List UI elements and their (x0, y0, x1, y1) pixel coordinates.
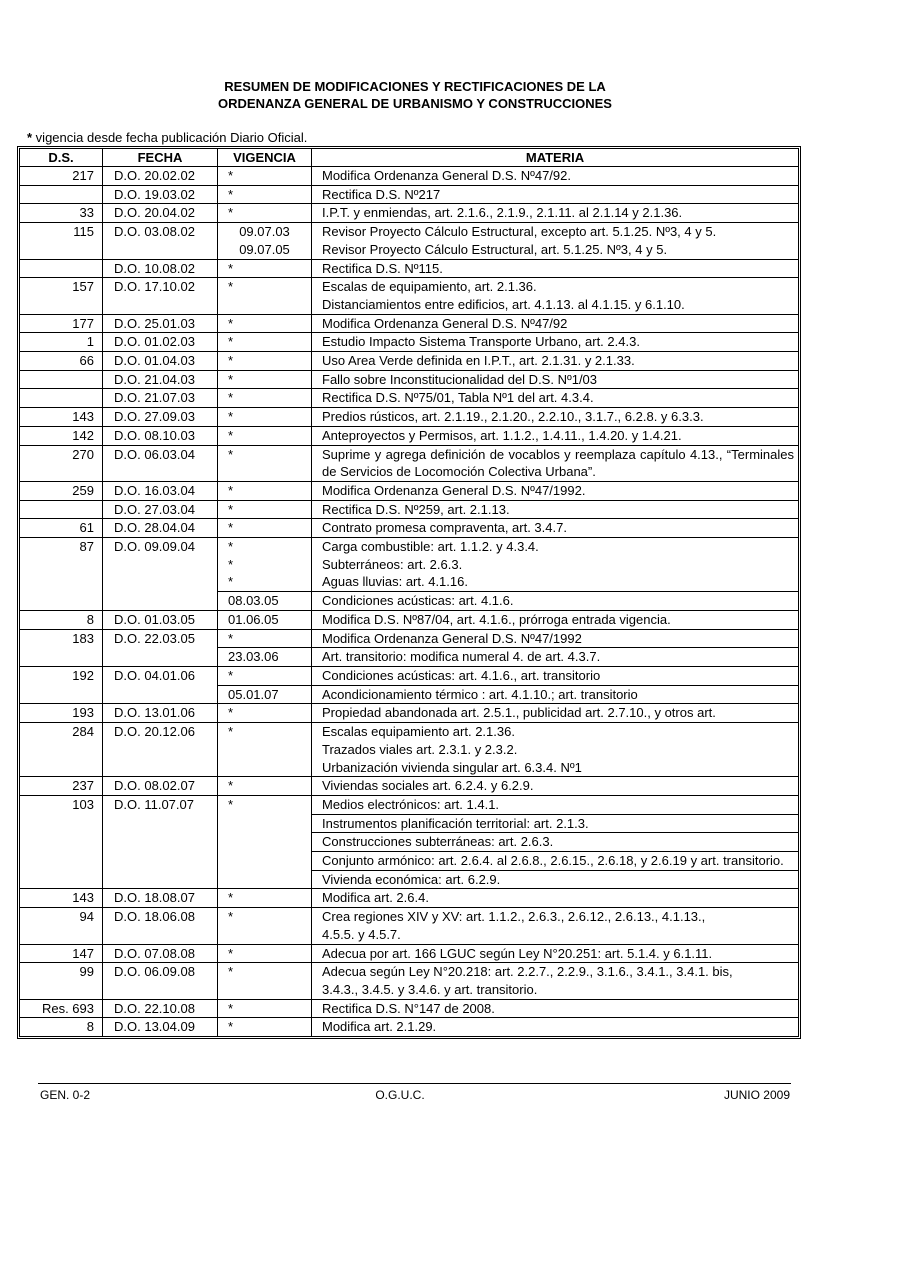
table-row (20, 610, 799, 629)
ds-cell: 115 (20, 223, 103, 259)
table-row (20, 445, 799, 481)
vigencia-cell: * (218, 500, 312, 519)
materia-cell: Instrumentos planificación territorial: art. 2.1.3. (312, 814, 799, 833)
materia-cell: Modifica Ordenanza General D.S. Nº47/1992 (312, 629, 799, 648)
materia-cell: Art. transitorio: modifica numeral 4. de art. 4.3.7. (312, 648, 799, 667)
table-row (20, 538, 799, 592)
table-row (20, 519, 799, 538)
vigencia-cell: * (218, 519, 312, 538)
vigencia-cell: 05.01.07 (218, 685, 312, 704)
ds-cell: 217 (20, 167, 103, 186)
materia-cell: Modifica Ordenanza General D.S. Nº47/92 (312, 314, 799, 333)
fecha-cell (103, 833, 218, 852)
materia-cell: Rectifica D.S. Nº75/01, Tabla Nº1 del art. 4.3.4. (312, 389, 799, 408)
materia-cell: 3.4.3., 3.4.5. y 3.4.6. y art. transitorio. (312, 981, 799, 999)
materia-cell: Modifica Ordenanza General D.S. Nº47/1992. (312, 481, 799, 500)
fecha-cell: D.O. 20.02.02 (103, 167, 218, 186)
ds-cell: 270 (20, 445, 103, 481)
ds-cell (20, 814, 103, 833)
fecha-cell: D.O. 18.06.08 (103, 908, 218, 944)
ds-cell (20, 185, 103, 204)
ds-cell (20, 500, 103, 519)
materia-cell: Predios rústicos, art. 2.1.19., 2.1.20., 2.2.10., 3.1.7., 6.2.8. y 6.3.3. (312, 408, 799, 427)
fecha-cell: D.O. 20.04.02 (103, 204, 218, 223)
fecha-cell: D.O. 21.04.03 (103, 370, 218, 389)
table-row (20, 223, 799, 259)
ds-cell: 103 (20, 795, 103, 814)
ds-cell (20, 852, 103, 871)
ds-cell (20, 648, 103, 667)
fecha-cell: D.O. 11.07.07 (103, 795, 218, 814)
vigencia-cell: * (218, 704, 312, 723)
materia-cell: Fallo sobre Inconstitucionalidad del D.S. Nº1/03 (312, 370, 799, 389)
materia-cell: Rectifica D.S. Nº115. (312, 259, 799, 278)
vigencia-cell (218, 852, 312, 871)
vigencia-cell: 09.07.03 09.07.05 (218, 223, 312, 259)
table-row (20, 167, 799, 186)
fecha-cell: D.O. 22.03.05 (103, 629, 218, 648)
vigencia-cell: * (218, 481, 312, 500)
ds-cell (20, 259, 103, 278)
header-vigencia: VIGENCIA (218, 149, 312, 167)
vigencia-cell: * (218, 352, 312, 371)
fecha-cell: D.O. 19.03.02 (103, 185, 218, 204)
materia-cell: Condiciones acústicas: art. 4.1.6. (312, 592, 799, 611)
fecha-cell: D.O. 22.10.08 (103, 999, 218, 1018)
footer-document-name: O.G.U.C. (375, 1088, 425, 1102)
vigencia-cell: * (218, 889, 312, 908)
materia-cell: Estudio Impacto Sistema Transporte Urbano, art. 2.4.3. (312, 333, 799, 352)
ds-cell: 157 (20, 278, 103, 314)
ds-cell: 237 (20, 777, 103, 796)
materia-cell: Suprime y agrega definición de vocablos y reemplaza capítulo 4.13., “Terminales de Servicios de Locomoción Colectiva Urbana”. (312, 445, 799, 481)
fecha-cell (103, 981, 218, 999)
materia-cell: Uso Area Verde definida en I.P.T., art. 2.1.31. y 2.1.33. (312, 352, 799, 371)
materia-cell: Condiciones acústicas: art. 4.1.6., art. transitorio (312, 666, 799, 685)
footer-section-code: GEN. 0-2 (40, 1088, 91, 1102)
ds-cell: 143 (20, 408, 103, 427)
note-star: * (27, 130, 33, 145)
vigencia-cell: * (218, 167, 312, 186)
vigencia-note (27, 130, 307, 146)
table-row (20, 963, 799, 981)
footer-date: JUNIO 2009 (723, 1088, 790, 1102)
fecha-cell: D.O. 27.09.03 (103, 408, 218, 427)
ds-cell: 177 (20, 314, 103, 333)
materia-cell: Medios electrónicos: art. 1.4.1. (312, 795, 799, 814)
ds-cell (20, 370, 103, 389)
header-materia: MATERIA (312, 149, 799, 167)
table-row (20, 259, 799, 278)
fecha-cell: D.O. 08.02.07 (103, 777, 218, 796)
vigencia-cell: * (218, 908, 312, 944)
fecha-cell: D.O. 04.01.06 (103, 666, 218, 685)
ds-cell: 61 (20, 519, 103, 538)
fecha-cell: D.O. 06.03.04 (103, 445, 218, 481)
modifications-table-frame (17, 146, 801, 1039)
materia-cell: Acondicionamiento térmico : art. 4.1.10.; art. transitorio (312, 685, 799, 704)
table-row (20, 685, 799, 704)
header-fecha: FECHA (103, 149, 218, 167)
document-title-line-1: RESUMEN DE MODIFICACIONES Y RECTIFICACIONES DE LA (224, 79, 606, 94)
ds-cell: 1 (20, 333, 103, 352)
table-row (20, 592, 799, 611)
vigencia-cell: * (218, 944, 312, 963)
table-row (20, 999, 799, 1018)
materia-cell: I.P.T. y enmiendas, art. 2.1.6., 2.1.9., 2.1.11. al 2.1.14 y 2.1.36. (312, 204, 799, 223)
materia-cell: Modifica D.S. Nº87/04, art. 4.1.6., prórroga entrada vigencia. (312, 610, 799, 629)
fecha-cell (103, 592, 218, 611)
ds-cell: 183 (20, 629, 103, 648)
vigencia-cell: * (218, 963, 312, 981)
materia-cell: Modifica art. 2.1.29. (312, 1018, 799, 1037)
fecha-cell: D.O. 07.08.08 (103, 944, 218, 963)
vigencia-cell: * (218, 408, 312, 427)
table-row (20, 908, 799, 944)
vigencia-cell: * (218, 333, 312, 352)
ds-cell: 259 (20, 481, 103, 500)
materia-cell: Escalas de equipamiento, art. 2.1.36. Distanciamientos entre edificios, art. 4.1.13. al 4.1.15. y 6.1.10. (312, 278, 799, 314)
table-row (20, 333, 799, 352)
ds-cell: 94 (20, 908, 103, 944)
vigencia-cell: * * * (218, 538, 312, 592)
table-row (20, 481, 799, 500)
fecha-cell (103, 685, 218, 704)
fecha-cell (103, 814, 218, 833)
materia-cell: Conjunto armónico: art. 2.6.4. al 2.6.8., 2.6.15., 2.6.18, y 2.6.19 y art. transitorio. (312, 852, 799, 871)
table-header-row (20, 149, 799, 167)
fecha-cell: D.O. 27.03.04 (103, 500, 218, 519)
vigencia-cell (218, 814, 312, 833)
table-row (20, 278, 799, 314)
ds-cell: Res. 693 (20, 999, 103, 1018)
table-row (20, 870, 799, 889)
ds-cell (20, 389, 103, 408)
vigencia-cell: * (218, 314, 312, 333)
materia-cell: Escalas equipamiento art. 2.1.36. Trazados viales art. 2.3.1. y 2.3.2. Urbanización vivienda singular art. 6.3.4. Nº1 (312, 723, 799, 777)
ds-cell: 8 (20, 610, 103, 629)
materia-cell: Construcciones subterráneas: art. 2.6.3. (312, 833, 799, 852)
modifications-table (19, 148, 799, 1037)
ds-cell: 147 (20, 944, 103, 963)
table-row (20, 629, 799, 648)
ds-cell: 33 (20, 204, 103, 223)
ds-cell (20, 833, 103, 852)
materia-cell: Anteproyectos y Permisos, art. 1.1.2., 1.4.11., 1.4.20. y 1.4.21. (312, 426, 799, 445)
fecha-cell: D.O. 01.02.03 (103, 333, 218, 352)
fecha-cell: D.O. 18.08.07 (103, 889, 218, 908)
ds-cell: 192 (20, 666, 103, 685)
vigencia-cell: * (218, 1018, 312, 1037)
fecha-cell: D.O. 10.08.02 (103, 259, 218, 278)
vigencia-cell: * (218, 204, 312, 223)
vigencia-cell: 01.06.05 (218, 610, 312, 629)
vigencia-cell (218, 981, 312, 999)
table-row (20, 500, 799, 519)
vigencia-cell (218, 870, 312, 889)
vigencia-cell: * (218, 999, 312, 1018)
materia-cell: Contrato promesa compraventa, art. 3.4.7. (312, 519, 799, 538)
fecha-cell (103, 648, 218, 667)
table-row (20, 723, 799, 777)
fecha-cell: D.O. 20.12.06 (103, 723, 218, 777)
table-row (20, 852, 799, 871)
vigencia-cell: 23.03.06 (218, 648, 312, 667)
fecha-cell: D.O. 21.07.03 (103, 389, 218, 408)
table-row (20, 370, 799, 389)
materia-cell: Propiedad abandonada art. 2.5.1., publicidad art. 2.7.10., y otros art. (312, 704, 799, 723)
vigencia-cell: * (218, 629, 312, 648)
fecha-cell: D.O. 25.01.03 (103, 314, 218, 333)
table-row (20, 426, 799, 445)
vigencia-cell: * (218, 389, 312, 408)
table-row (20, 704, 799, 723)
table-body (20, 167, 799, 1037)
vigencia-cell: * (218, 426, 312, 445)
fecha-cell: D.O. 13.04.09 (103, 1018, 218, 1037)
ds-cell: 87 (20, 538, 103, 592)
table-row (20, 389, 799, 408)
materia-cell: Rectifica D.S. Nº259, art. 2.1.13. (312, 500, 799, 519)
table-row (20, 408, 799, 427)
fecha-cell: D.O. 13.01.06 (103, 704, 218, 723)
vigencia-cell: * (218, 445, 312, 481)
ds-cell: 143 (20, 889, 103, 908)
vigencia-cell: * (218, 723, 312, 777)
note-text: vigencia desde fecha publicación Diario Oficial. (32, 130, 308, 145)
table-row (20, 648, 799, 667)
table-row (20, 814, 799, 833)
vigencia-cell: * (218, 278, 312, 314)
table-row (20, 777, 799, 796)
ds-cell: 66 (20, 352, 103, 371)
footer-divider (38, 1083, 791, 1084)
header-ds: D.S. (20, 149, 103, 167)
fecha-cell: D.O. 08.10.03 (103, 426, 218, 445)
vigencia-cell: * (218, 185, 312, 204)
materia-cell: Modifica Ordenanza General D.S. Nº47/92. (312, 167, 799, 186)
fecha-cell (103, 852, 218, 871)
table-row (20, 314, 799, 333)
table-row (20, 1018, 799, 1037)
fecha-cell: D.O. 01.03.05 (103, 610, 218, 629)
ds-cell: 99 (20, 963, 103, 981)
vigencia-cell: * (218, 370, 312, 389)
vigencia-cell: * (218, 795, 312, 814)
materia-cell: Vivienda económica: art. 6.2.9. (312, 870, 799, 889)
vigencia-cell: * (218, 666, 312, 685)
ds-cell: 284 (20, 723, 103, 777)
fecha-cell: D.O. 16.03.04 (103, 481, 218, 500)
table-row (20, 795, 799, 814)
materia-cell: Adecua por art. 166 LGUC según Ley N°20.251: art. 5.1.4. y 6.1.11. (312, 944, 799, 963)
ds-cell (20, 981, 103, 999)
ds-cell (20, 685, 103, 704)
fecha-cell: D.O. 17.10.02 (103, 278, 218, 314)
ds-cell: 193 (20, 704, 103, 723)
materia-cell: Rectifica D.S. N°147 de 2008. (312, 999, 799, 1018)
table-row (20, 185, 799, 204)
table-row (20, 352, 799, 371)
materia-cell: Carga combustible: art. 1.1.2. y 4.3.4. Subterráneos: art. 2.6.3. Aguas lluvias: art. 4.1.16. (312, 538, 799, 592)
ds-cell (20, 592, 103, 611)
fecha-cell: D.O. 06.09.08 (103, 963, 218, 981)
vigencia-cell (218, 833, 312, 852)
vigencia-cell: * (218, 777, 312, 796)
vigencia-cell: * (218, 259, 312, 278)
fecha-cell (103, 870, 218, 889)
fecha-cell: D.O. 09.09.04 (103, 538, 218, 592)
table-row (20, 666, 799, 685)
table-row (20, 204, 799, 223)
fecha-cell: D.O. 01.04.03 (103, 352, 218, 371)
fecha-cell: D.O. 28.04.04 (103, 519, 218, 538)
vigencia-cell: 08.03.05 (218, 592, 312, 611)
materia-cell: Adecua según Ley N°20.218: art. 2.2.7., 2.2.9., 3.1.6., 3.4.1., 3.4.1. bis, (312, 963, 799, 981)
ds-cell: 8 (20, 1018, 103, 1037)
ds-cell (20, 870, 103, 889)
materia-cell: Viviendas sociales art. 6.2.4. y 6.2.9. (312, 777, 799, 796)
materia-cell: Crea regiones XIV y XV: art. 1.1.2., 2.6.3., 2.6.12., 2.6.13., 4.1.13., 4.5.5. y 4.5.7. (312, 908, 799, 944)
fecha-cell: D.O. 03.08.02 (103, 223, 218, 259)
table-row (20, 944, 799, 963)
table-row (20, 833, 799, 852)
materia-cell: Modifica art. 2.6.4. (312, 889, 799, 908)
table-row (20, 981, 799, 999)
materia-cell: Rectifica D.S. Nº217 (312, 185, 799, 204)
materia-cell: Revisor Proyecto Cálculo Estructural, excepto art. 5.1.25. Nº3, 4 y 5. Revisor Proyecto Cálculo Estructural, art. 5.1.25. Nº3, 4 y 5. (312, 223, 799, 259)
table-row (20, 889, 799, 908)
document-title-line-2: ORDENANZA GENERAL DE URBANISMO Y CONSTRUCCIONES (218, 96, 612, 111)
ds-cell: 142 (20, 426, 103, 445)
